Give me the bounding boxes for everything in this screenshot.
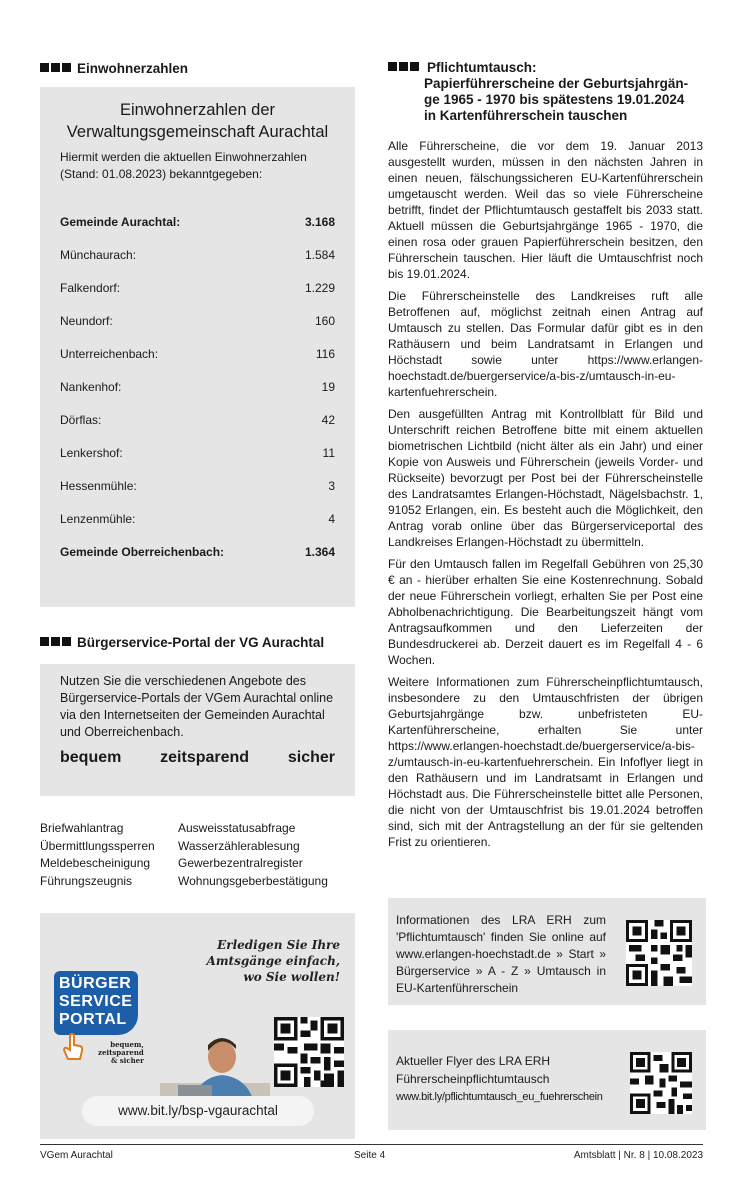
place-name: Gemeinde Aurachtal: [60, 214, 181, 229]
portal-intro-box [40, 664, 355, 796]
population-table [60, 205, 335, 568]
table-row [60, 337, 335, 370]
place-name: Neundorf: [60, 313, 113, 328]
pointing-hand-icon [62, 1033, 84, 1061]
info-text: Informationen des LRA ERH zum 'Pflichtumtausch' finden Sie online auf www.erlangen-hoechstadt.de » Start » Bürgerservice » A - Z » Umtausch in EU-Kartenführerschein [396, 913, 606, 995]
paragraph: Für den Umtausch fallen im Regelfall Gebühren von 25,30 € an - hierüber erhalten Sie eine Kostenrechnung. Sobald der neue Führerschein vorliegt, erhalten Sie per Post eine Abholbenachrichtigung. Die Bearbeitungszeit hängt vom Antragsaufkommen und den Lieferzeiten der Bundesdruckerei ab. Derzeit dauert es im Regelfall 4 - 6 Wochen. [388, 557, 703, 667]
slogan-word: sicher [287, 749, 335, 766]
table-row [60, 304, 335, 337]
table-row [60, 403, 335, 436]
list-item: Meldebescheinigung Gewerbezentralregister [40, 856, 303, 870]
portal-services-list [40, 820, 355, 890]
place-name: Lenzenmühle: [60, 511, 136, 526]
population-value: 1.584 [304, 247, 335, 262]
section-marker-icon [388, 60, 421, 75]
place-name: Lenkershof: [60, 445, 123, 460]
qr-code-icon [626, 920, 692, 986]
table-row [60, 370, 335, 403]
table-row [60, 436, 335, 469]
qr-code-icon [630, 1052, 692, 1114]
place-name: Hessenmühle: [60, 478, 137, 493]
paragraph: Die Führerscheinstelle des Landkreises ruft alle Betroffenen auf, möglichst zeitnah einen Antrag auf Umtausch zu stellen. Das Formular dafür gibt es in den Rathäusern und beim Landratsamt in Erlangen und Höchstadt sowie unter https://www.erlangen-hoechstadt.de/buergerservice/a-bis-z/umtausch-in-eu-kartenfuehrerschein. [388, 289, 703, 399]
table-row [60, 238, 335, 271]
population-value: 160 [314, 313, 335, 328]
list-item: Führungszeugnis Wohnungsgeberbestätigung [40, 873, 328, 888]
population-box [40, 87, 355, 607]
table-row [60, 502, 335, 535]
population-value: 1.229 [304, 280, 335, 295]
list-item: Briefwahlantrag Ausweisstatusabfrage [40, 821, 296, 835]
place-name: Gemeinde Oberreichenbach: [60, 544, 225, 559]
info-text: Führerscheinpflichtumtausch [396, 1072, 550, 1086]
population-intro: Hiermit werden die aktuellen Einwohnerzahlen (Stand: 01.08.2023) bekanntgegeben: [60, 150, 307, 181]
paragraph: Weitere Informationen zum Führerscheinpflichtumtausch, insbesondere zu den Umtauschfristen der übrigen Geburtsjahrgänge bzw. unbefristeten EU-Kartenführerscheine, erhalten Sie unter https://www.erlangen-hoechstadt.de/buergerservice/a-bis-z/umtausch-in-eu-kartenfuehrerschein. Ein Infoflyer liegt in den Rathäusern und im Landratsamt in Erlangen und Höchstadt aus. Die Führerscheinstelle bittet alle Personen, die nicht von der Umtauschfrist bis 19.01.2024 betroffen sind, sich mit der Antragstellung an der für sie geltenden Frist zu orientieren. [388, 675, 703, 849]
table-row [60, 205, 335, 238]
population-value: 4 [328, 511, 335, 526]
slogan-word: zeitsparend [160, 749, 250, 766]
advert-claim: Erledigen Sie Ihre Amtsgänge einfach, wo Sie wollen! [206, 938, 340, 984]
left-column [40, 60, 355, 1118]
footer-right: Amtsblatt | Nr. 8 | 10.08.2023 [573, 1150, 703, 1161]
population-value: 11 [322, 445, 335, 460]
table-row [60, 271, 335, 304]
place-name: Nankenhof: [60, 379, 122, 394]
page-number: Seite 4 [354, 1150, 386, 1161]
portal-url[interactable]: www.bit.ly/bsp-vgaurachtal [82, 1096, 314, 1126]
population-value: 3.168 [304, 214, 335, 229]
place-name: Dörflas: [60, 412, 102, 427]
info-box-flyer [388, 1030, 706, 1130]
population-value: 1.364 [304, 544, 335, 559]
footer-left: VGem Aurachtal [40, 1150, 113, 1161]
portal-advert [40, 913, 355, 1139]
table-row [60, 535, 335, 568]
section-marker-icon [40, 60, 73, 77]
qr-code-icon [274, 1017, 344, 1087]
table-row [60, 469, 335, 502]
paragraph: Den ausgefüllten Antrag mit Kontrollblatt für Bild und Unterschrift reichen Betroffene bitte mit einem aktuellen biometrischen Lichtbild (nicht älter als ein Jahr) und einer Kopie von Ausweis und Führerschein (jeweils Vorder- und Rückseite) bevorzugt per Post bei der Führerscheinstelle des Landratsamtes Erlangen-Höchstadt, Nägelsbachstr. 1, 91052 Erlangen, ein. Es besteht auch die Möglichkeit, den Antrag vorab online über das Bürgerserviceportal des Landkreises Erlangen-Höchstadt zu übermitteln. [388, 407, 703, 549]
portal-slogan [60, 749, 335, 767]
population-value: 116 [315, 346, 335, 361]
population-heading: Einwohnerzahlen [40, 60, 355, 77]
article-heading: Pflichtumtausch: Papierführerscheine der Geburtsjahrgän- ge 1965 - 1970 bis spätestens 19.01.2024 in Kartenführerschein tauschen [388, 60, 703, 124]
slogan-divider [40, 798, 355, 804]
buergerservice-portal-logo: BÜRGER SERVICE PORTAL [54, 971, 138, 1035]
article-body [388, 138, 703, 850]
portal-intro-text: Nutzen Sie die verschiedenen Angebote des Bürgerservice-Portals der VGem Aurachtal online via den Internetseiten der Gemeinden Aurachtal und Oberreichenbach. [60, 674, 334, 739]
population-value: 42 [321, 412, 335, 427]
place-name: Falkendorf: [60, 280, 121, 295]
population-value: 19 [321, 379, 335, 394]
footer-divider [40, 1144, 703, 1145]
info-box-lra [388, 898, 706, 1005]
place-name: Münchaurach: [60, 247, 137, 262]
list-item: Übermittlungssperren Wasserzählerablesung [40, 838, 300, 853]
population-title: Einwohnerzahlen der Verwaltungsgemeinschaft Aurachtal [66, 101, 329, 141]
info-link[interactable]: www.bit.ly/pflichtumtausch_eu_fuehrerschein [396, 1091, 603, 1103]
portal-heading: Bürgerservice-Portal der VG Aurachtal [40, 634, 355, 651]
info-text: Aktueller Flyer des LRA ERH [396, 1054, 551, 1068]
population-value: 3 [328, 478, 335, 493]
right-column [388, 60, 703, 1103]
section-marker-icon [40, 634, 73, 651]
place-name: Unterreichenbach: [60, 346, 159, 361]
paragraph: Alle Führerscheine, die vor dem 19. Januar 2013 ausgestellt wurden, müssen in den nächsten Jahren in einen neuen, fälschungssicheren EU-Kartenführerschein umgetauscht werden. Weil das so viele Führerscheine betrifft, findet der Pflichtumtausch gestaffelt bis 2033 statt. Aktuell müssen die Geburtsjahrgänge 1965 - 1970, die einen rosa oder grauen Papierführerschein besitzen, den Führerschein tauschen. Hier läuft die Umtauschfrist noch bis 19.01.2024. [388, 139, 703, 281]
logo-subtitle: bequem, zeitsparend & sicher [98, 1040, 144, 1065]
slogan-word: bequem [60, 749, 122, 766]
